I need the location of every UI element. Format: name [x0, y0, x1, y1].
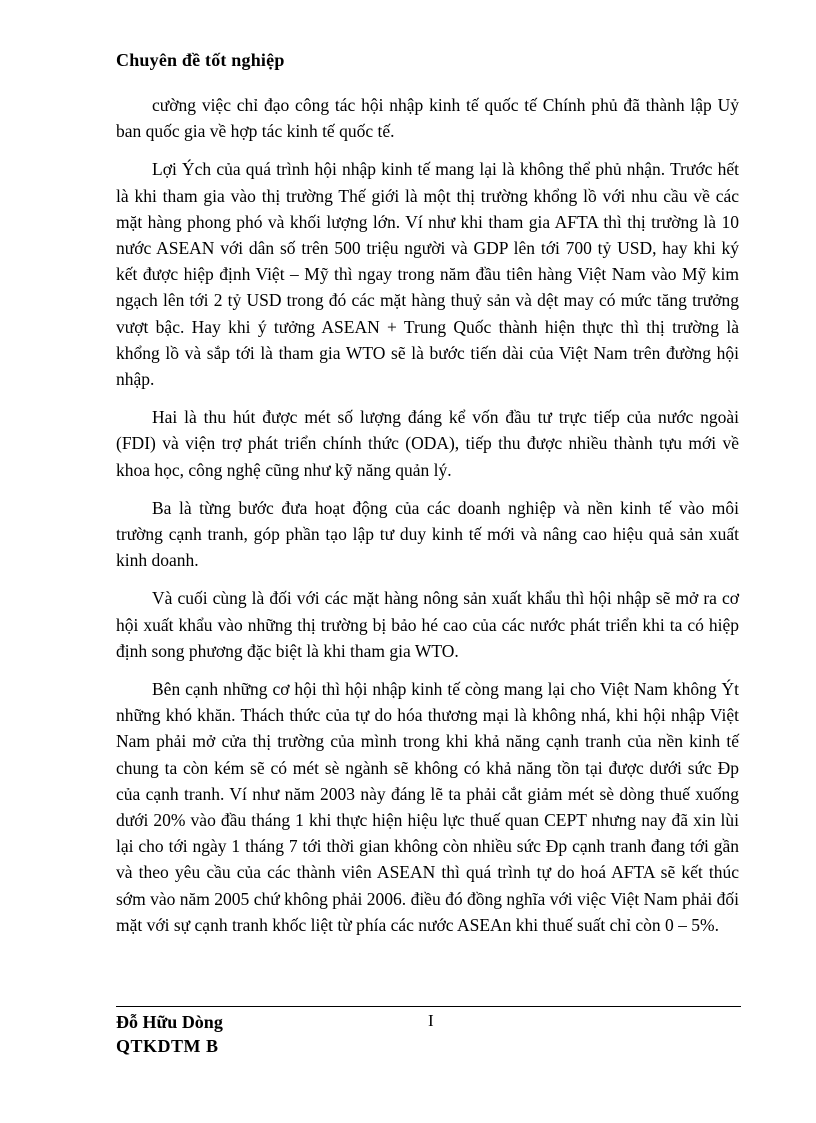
paragraph-5: Và cuối cùng là đối với các mặt hàng nông sản xuất khẩu thì hội nhập sẽ mở ra cơ hội xuất khẩu vào những thị trường bị bảo hé cao của các nước phát triển khi ta có hiệp định song phương đặc biệt là khi tham gia WTO. [116, 588, 739, 661]
paragraph-6: Bên cạnh những cơ hội thì hội nhập kinh tế còng mang lại cho Việt Nam không Ýt những khó khăn. Thách thức của tự do hóa thương mại là không nhá, khi hội nhập Việt Nam phải mở cửa thị trường của mình trong khi khả năng cạnh tranh của nền kinh tế chung ta còn kém sẽ có mét sè ngành sẽ không có khả năng tồn tại được dưới sức Ðp của cạnh tranh. Ví như năm 2003 này đáng lẽ ta phải cắt giảm mét sè dòng thuế xuống dưới 20% vào đầu tháng 1 khi thực hiện hiệu lực thuế quan CEPT nhưng nay đã xin lùi lại cho tới ngày 1 tháng 7 tới thời gian không còn nhiều sức Ðp cạnh tranh đang tới gần và theo yêu cầu của các thành viên ASEAN thì quá trình tự do hoá AFTA sẽ kết thúc sớm vào năm 2005 chứ không phải 2006. điều đó đồng nghĩa với việc Việt Nam phải đối mặt với sự cạnh tranh khốc liệt từ phía các nước ASEAn khi thuế suất chỉ còn 0 – 5%. [116, 679, 739, 935]
footer-class-code: QTKDTM B [116, 1036, 219, 1056]
footer-divider [116, 1006, 741, 1007]
page-number: I [428, 1011, 434, 1030]
paragraph-4: Ba là từng bước đưa hoạt động của các doanh nghiệp và nền kinh tế vào môi trường cạnh tranh, góp phần tạo lập tư duy kinh tế mới và nâng cao hiệu quả sản xuất kinh doanh. [116, 497, 739, 571]
paragraph-3: Hai là thu hút được mét số lượng đáng kể vốn đầu tư trực tiếp của nước ngoài (FDI) và viện trợ phát triển chính thức (ODA), tiếp thu được nhiều thành tựu mới về khoa học, công nghệ cũng như kỹ năng quản lý. [116, 407, 739, 480]
document-body [116, 92, 739, 950]
paragraph-2: Lợi Ých của quá trình hội nhập kinh tế mang lại là không thể phủ nhận. Trước hết là khi tham gia vào thị trường Thế giới là một thị trường khổng lồ với nhu cầu về các mặt hàng phong phó và khối lượng lớn. Ví như khi tham gia AFTA thì thị trường là 10 nước ASEAN với dân số trên 500 triệu người và GDP lên tới 700 tỷ USD, hay khi ký kết được hiệp định Việt – Mỹ thì ngay trong năm đầu tiên hàng Việt Nam vào Mỹ kim ngạch lên tới 2 tỷ USD trong đó các mặt hàng thuỷ sản và dệt may có mức tăng trưởng vượt bậc. Hay khi ý tưởng ASEAN + Trung Quốc thành hiện thực thì thị trường là khổng lồ và sắp tới là tham gia WTO sẽ là bước tiến dài của Việt Nam trên đường hội nhập. [116, 159, 739, 390]
paragraph-1: cường việc chỉ đạo công tác hội nhập kinh tế quốc tế Chính phủ đã thành lập Uỷ ban quốc gia về hợp tác kinh tế quốc tế. [116, 95, 739, 142]
page-header-title: Chuyên đề tốt nghiệp [116, 50, 285, 70]
footer-author: Đỗ Hữu Dòng [116, 1012, 223, 1032]
